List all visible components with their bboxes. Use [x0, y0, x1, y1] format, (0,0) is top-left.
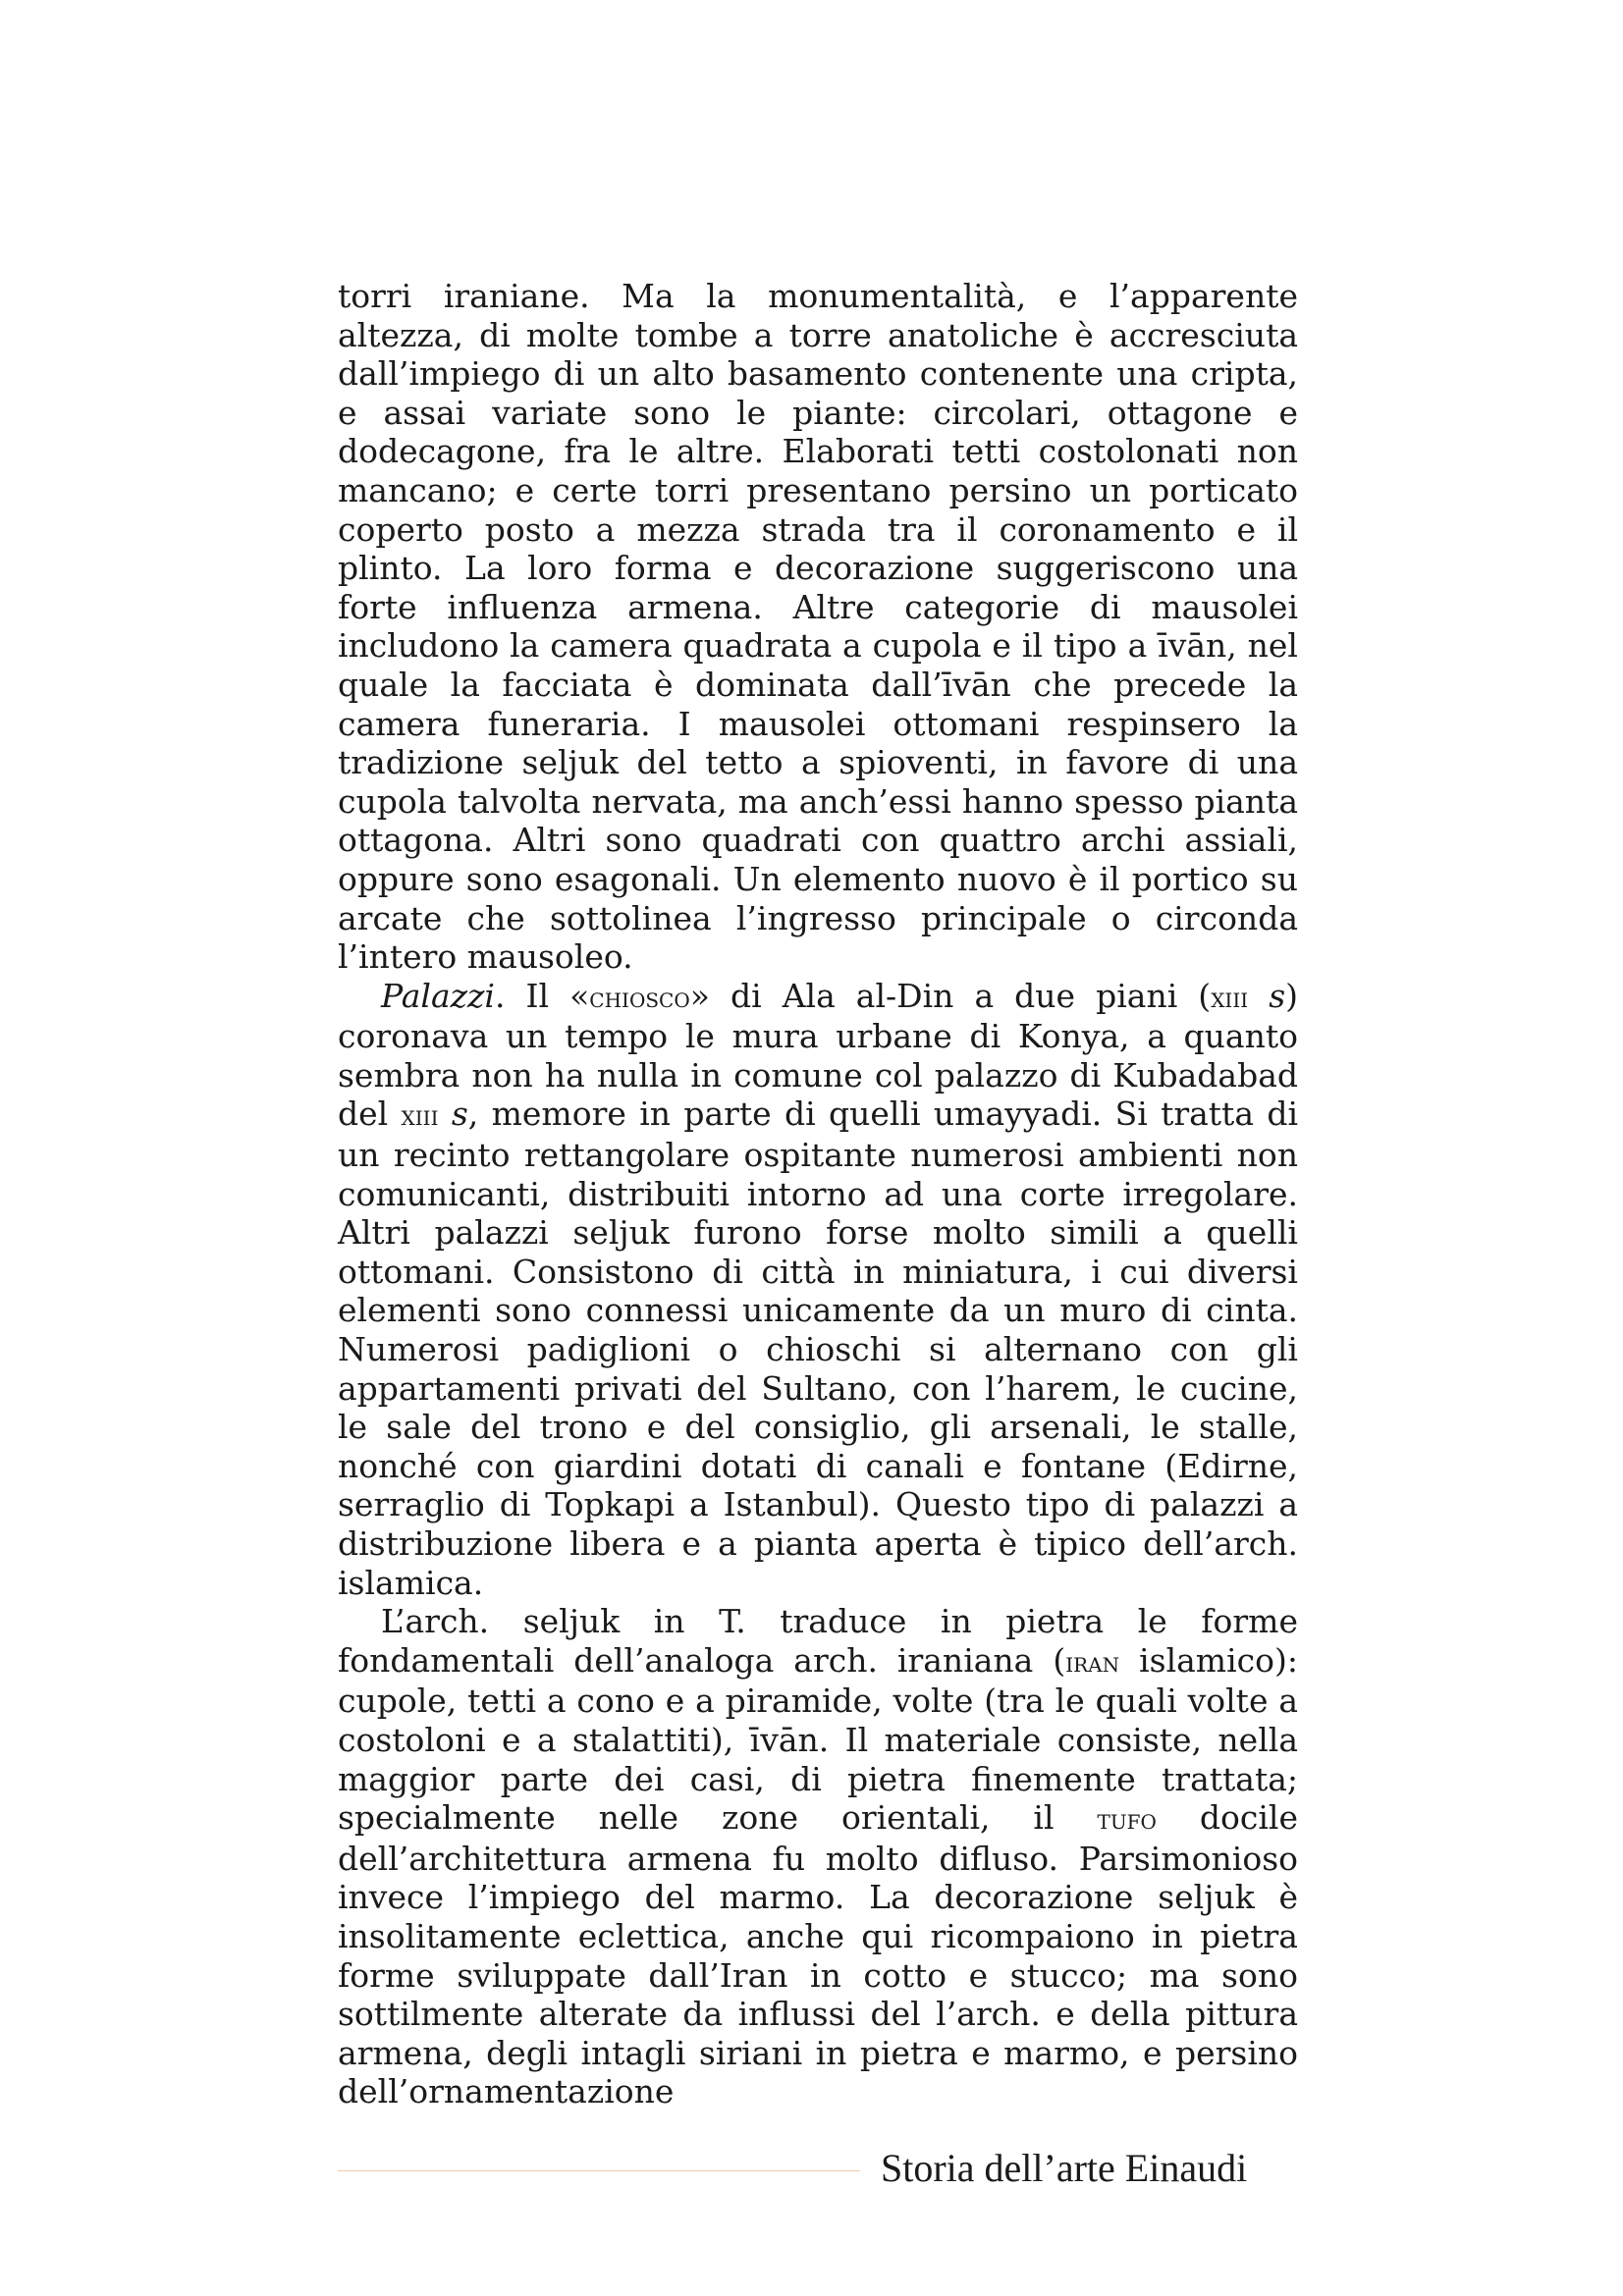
text-run: , memore in parte di quelli umayyadi. Si tratta di un recinto rettangolare ospitante numerosi ambienti non comunicanti, distribuiti intorno ad una corte irregolare. Altri palazzi seljuk furono forse molto simili a quelli ottomani. Consistono di città in miniatura, i cui diversi elementi sono connessi unicamente da un muro di cinta. Numerosi padiglioni o chioschi si alternano con gli appartamenti privati del Sultano, con l’harem, le cucine, le sale del trono e del consiglio, gli arsenali, le stalle, nonché con giardini dotati di canali e fontane (Edirne, serraglio di Topkapi a Istanbul). Questo tipo di palazzi a distribuzione libera e a pianta aperta è tipico dell’arch. islamica. [338, 1095, 1298, 1602]
cross-reference-iran: iran [1065, 1644, 1120, 1679]
text-run: islamico): cupole, tetti a cono e a piramide, volte (tra le quali volte a costoloni e a stalattiti), īvān. Il materiale consiste, nella maggior parte dei casi, di pietra finemente trattata; specialmente nelle zone orientali, il [338, 1640, 1298, 1838]
text-run: » di Ala al-Din a due piani ( [689, 976, 1212, 1015]
body-text [338, 277, 1298, 2111]
century-numeral: xiii [401, 1098, 439, 1133]
century-abbrev: s [1269, 976, 1286, 1015]
century-abbrev: s [451, 1095, 468, 1134]
section-heading-palazzi: Palazzi [381, 976, 495, 1015]
paragraph-mausolei: torri iraniane. Ma la monumentalità, e l’apparente altezza, di molte tombe a torre anatoliche è accresciuta dall’impiego di un alto basamento contenente una cripta, e assai variate sono le piante: circolari, ottagone e dodecagone, fra le altre. Elaborati tetti costolonati non mancano; e certe torri presentano persino un porticato coperto posto a mezza strada tra il coronamento e il plinto. La loro forma e decorazione suggeriscono una forte influenza armena. Altre categorie di mausolei includono la camera quadrata a cupola e il tipo a īvān, nel quale la facciata è dominata dall’īvān che precede la camera funeraria. I mausolei ottomani respinsero la tradizione seljuk del tetto a spioventi, in favore di una cupola talvolta nervata, ma anch’essi hanno spesso pianta ottagona. Altri sono quadrati con quattro archi assiali, oppure sono esagonali. Un elemento nuovo è il portico su arcate che sottolinea l’ingresso principale o circonda l’intero mausoleo. [338, 277, 1298, 977]
text-run: . Il « [494, 976, 590, 1015]
text-run: docile dell’architettura armena fu molto difluso. Parsimonioso invece l’impiego del marmo. La decorazione seljuk è insolitamente eclettica, anche qui ricompaiono in pietra forme sviluppate dall’Iran in cotto e stucco; ma sono sottilmente alterate da influssi del l’arch. e della pittura armena, degli intagli siriani in pietra e marmo, e persino dell’ornamentazione [338, 1798, 1298, 2111]
century-numeral: xiii [1211, 980, 1249, 1014]
paragraph-palazzi [338, 977, 1298, 1603]
footer-rule [338, 2170, 860, 2171]
footer-title: Storia dell’arte Einaudi [881, 2146, 1248, 2190]
cross-reference-chiosco: chiosco [589, 980, 690, 1014]
text-run: ) coronava un tempo le mura urbane di Konya, a quanto sembra non ha nulla in comune col palazzo di Kubadabad del [338, 976, 1298, 1134]
cross-reference-tufo: tufo [1097, 1802, 1157, 1837]
text-run: L’arch. seljuk in T. traduce in pietra le forme fondamentali dell’analoga arch. iraniana ( [338, 1602, 1298, 1680]
paragraph-arch-seljuk [338, 1602, 1298, 2111]
